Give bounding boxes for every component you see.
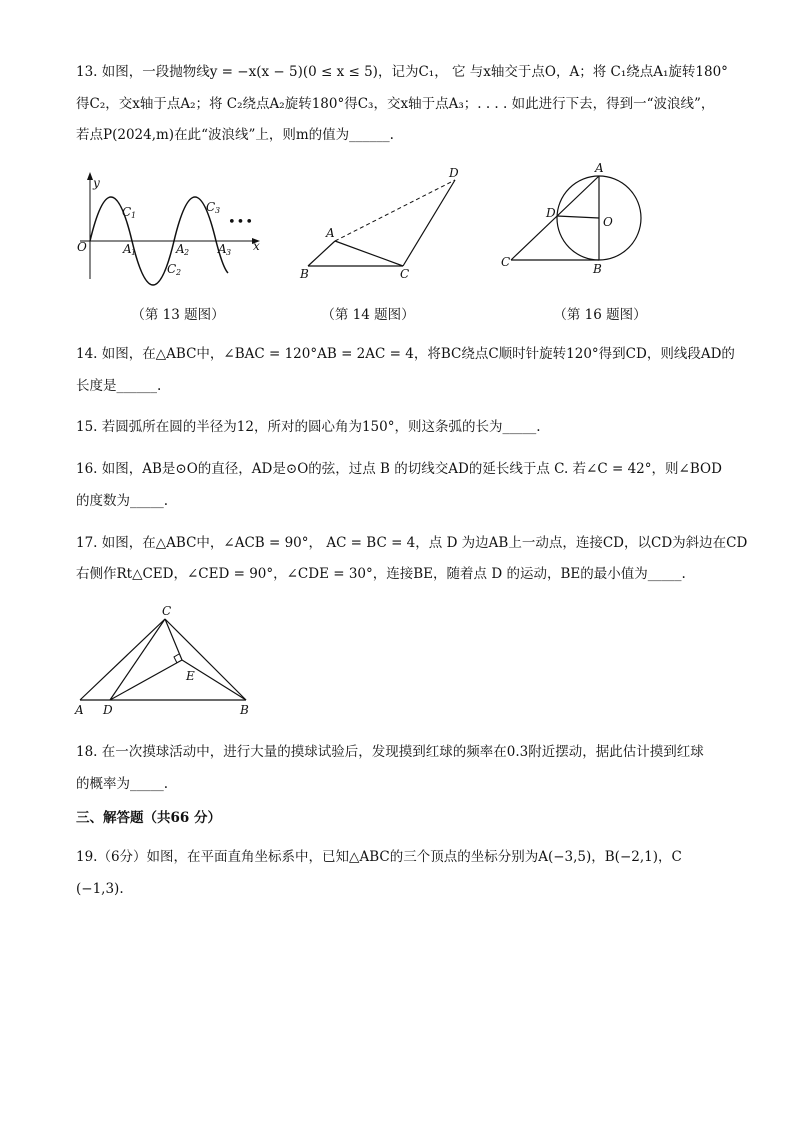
q17-line1: 17. 如图，在△ABC中，∠ACB = 90°， AC = BC = 4，点 D 为边AB上一动点，连接CD，以CD为斜边在CD [76,535,748,551]
q19-line1: 19.（6分）如图，在平面直角坐标系中，已知△ABC的三个顶点的坐标分别为A(−3,5)，B(−2,1)，C [76,849,682,865]
q13-line2: 得C₂，交x轴于点A₂；将 C₂绕点A₂旋转180°得C₃，交x轴于点A₃；. . . . 如此进行下去，得到一“波浪线”， [76,96,715,112]
fig16-o-label: O [603,215,613,229]
fig16-d-label: D [546,206,556,220]
caption-fig14: （第 14 题图） [321,307,415,323]
fig13-c1-sub: 1 [131,211,137,220]
q19-line2: (−1,3). [76,881,124,897]
fig13-a3-sub: 3 [226,248,232,257]
fig13-c3-sub: 3 [215,206,221,215]
section-3-title: 三、解答题（共66 分） [76,810,221,826]
q16-line1: 16. 如图，AB是⊙O的直径，AD是⊙O的弦，过点 B 的切线交AD的延长线于点 C. 若∠C = 42°，则∠BOD [76,461,722,477]
fig13-a3-label: A [218,242,227,256]
caption-fig13: （第 13 题图） [131,307,225,323]
figure-14 [295,165,465,285]
fig17-e-label: E [186,669,195,683]
fig13-a2-label: A [176,242,185,256]
fig17-c-label: C [162,604,172,618]
fig13-c1-label: C [122,205,132,219]
q17-line2: 右侧作Rt△CED，∠CED = 90°，∠CDE = 30°，连接BE，随着点 D 的运动，BE的最小值为_____. [76,566,686,582]
fig13-a1-label: A [123,242,132,256]
fig13-a1-sub: 1 [131,248,137,257]
caption-fig16: （第 16 题图） [553,307,647,323]
fig13-c2-label: C [167,262,177,276]
figure-13 [70,175,270,285]
q18-line2: 的概率为_____. [76,776,169,792]
fig13-a2-sub: 2 [184,248,190,257]
fig13-dots: ••• [228,215,255,230]
fig13-y-label: y [93,176,100,190]
fig16-c-label: C [501,255,511,269]
fig13-x-label: x [253,239,260,253]
fig17-a-label: A [75,703,84,717]
q13-line1: 13. 如图，一段抛物线y = −x(x − 5)(0 ≤ x ≤ 5)，记为C₁， 它 与x轴交于点O，A；将 C₁绕点A₁旋转180° [76,64,728,80]
q15-line1: 15. 若圆弧所在圆的半径为12，所对的圆心角为150°，则这条弧的长为_____. [76,419,541,435]
fig14-d-label: D [449,166,459,180]
q18-line1: 18. 在一次摸球活动中，进行大量的摸球试验后，发现摸到红球的频率在0.3附近摆动，据此估计摸到红球 [76,744,704,760]
fig16-a-label: A [595,161,604,175]
fig13-c3-label: C [206,200,216,214]
q16-line2: 的度数为_____. [76,493,169,509]
q13-line3: 若点P(2024,m)在此“波浪线”上，则m的值为______. [76,127,394,143]
fig17-d-label: D [103,703,113,717]
figure-16 [495,162,655,282]
q14-line1: 14. 如图，在△ABC中，∠BAC = 120°AB = 2AC = 4，将BC绕点C顺时针旋转120°得到CD，则线段AD的 [76,346,735,362]
figure-17 [70,600,270,725]
fig13-c2-sub: 2 [176,268,182,277]
fig14-a-label: A [326,226,335,240]
fig13-o-label: O [77,240,87,254]
fig17-b-label: B [240,703,249,717]
q14-line2: 长度是______. [76,378,162,394]
fig16-b-label: B [593,262,602,276]
fig14-b-label: B [300,267,309,281]
fig14-c-label: C [400,267,410,281]
